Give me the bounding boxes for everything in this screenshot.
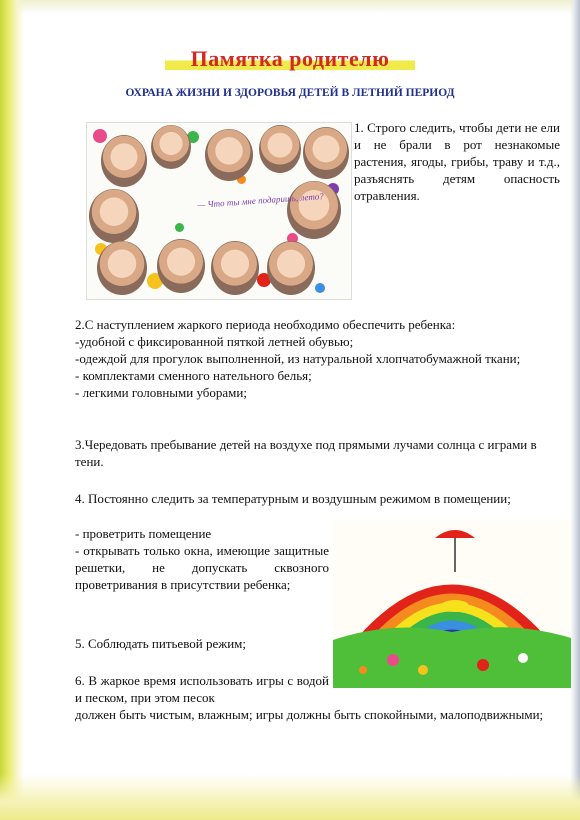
- item-2-line: - комплектами сменного нательного белья;: [75, 368, 312, 383]
- paper-right-edge: [570, 0, 580, 820]
- item-6-part-2: должен быть чистым, влажным; игры должны быть спокойными, малоподвижными;: [75, 707, 544, 722]
- item-4-line: - проветрить помещение: [75, 526, 212, 541]
- item-2-line: - легкими головными уборами;: [75, 385, 247, 400]
- item-6-part-1: 6. В жаркое время использовать игры с водой и песком, при этом песок: [75, 673, 329, 705]
- page-title: Памятка родителю: [0, 46, 580, 72]
- item-1-text: 1. Строго следить, чтобы дети не ели и не брали в рот незнакомые растения, ягоды, грибы, траву и т.д., разъяснять детям опасность отравления.: [354, 120, 560, 203]
- paper-bottom-edge: [0, 774, 580, 820]
- item-5-text: 5. Соблюдать питьевой режим;: [75, 636, 247, 651]
- paper-left-edge: [0, 0, 24, 820]
- item-2-line: -удобной с фиксированной пяткой летней обувью;: [75, 334, 354, 349]
- paper-top-edge: [0, 0, 580, 14]
- item-2: [75, 316, 565, 401]
- item-3-text: 3.Чередовать пребывание детей на воздухе под прямыми лучами солнца с играми в тени.: [75, 437, 537, 469]
- page-subtitle: ОХРАНА ЖИЗНИ И ЗДОРОВЬЯ ДЕТЕЙ В ЛЕТНИЙ ПЕРИОД: [125, 87, 455, 99]
- item-4-line: - открывать только окна, имеющие защитные решетки, не допускать сквозного проветривания в присутствии ребенка;: [75, 543, 329, 592]
- item-4-list: [75, 525, 329, 593]
- item-2-line: -одеждой для прогулок выполненной, из натуральной хлопчатобумажной ткани;: [75, 351, 521, 366]
- children-collage-image: [86, 122, 352, 300]
- rainbow-illustration: [333, 520, 571, 688]
- item-2-lead: 2.С наступлением жаркого периода необходимо обеспечить ребенка:: [75, 317, 456, 332]
- item-4-lead: 4. Постоянно следить за температурным и воздушным режимом в помещении;: [75, 491, 511, 506]
- collage-caption: — Что ты мне подаришь, лето?: [196, 191, 325, 210]
